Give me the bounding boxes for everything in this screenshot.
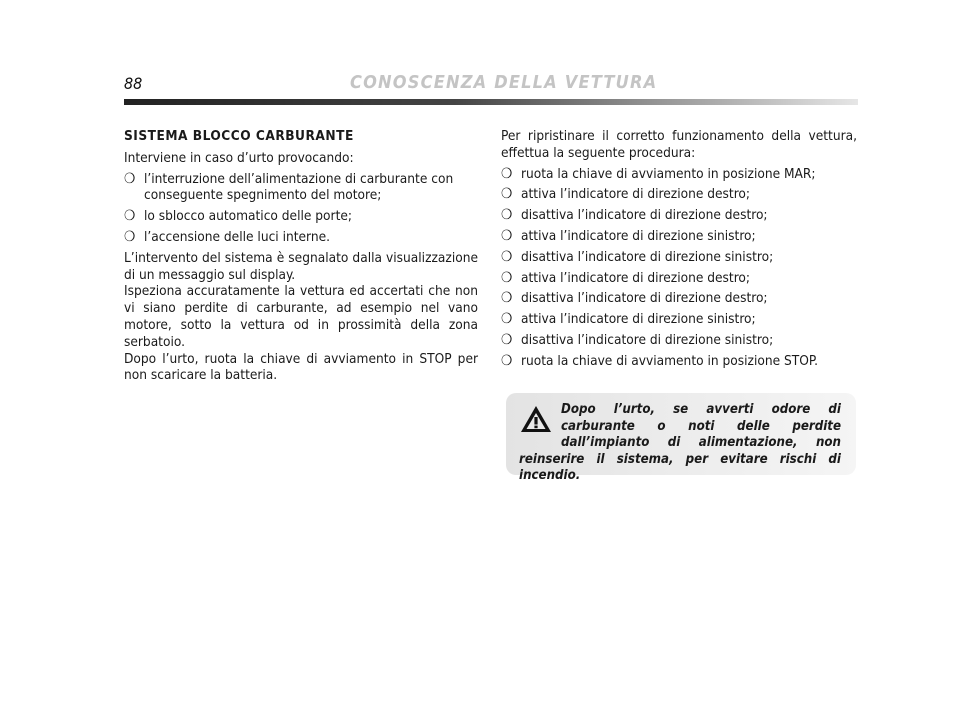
list-item — [501, 270, 857, 287]
bullet-icon: ❍ — [501, 227, 513, 244]
bullet-icon: ❍ — [501, 165, 513, 182]
intro-text: Interviene in caso d’urto provocando: — [124, 149, 354, 166]
step-text: disattiva l’indicatore di direzione sinistro; — [521, 248, 774, 265]
step-text: attiva l’indicatore di direzione destro; — [521, 269, 751, 286]
list-item — [501, 186, 857, 203]
list-item — [501, 228, 857, 245]
warning-text — [519, 402, 841, 485]
bullet-icon: ❍ — [124, 170, 136, 187]
step-text: disattiva l’indicatore di direzione destro; — [521, 207, 768, 224]
list-item-text: l’accensione delle luci interne. — [144, 228, 330, 245]
list-item — [501, 353, 857, 370]
list-item — [501, 166, 857, 183]
step-text: attiva l’indicatore di direzione destro; — [521, 186, 751, 203]
step-text: ruota la chiave di avviamento in posizione MAR; — [521, 165, 816, 182]
list-item — [124, 229, 478, 246]
step-text: ruota la chiave di avviamento in posizione STOP. — [521, 352, 818, 369]
warning-message: Dopo l’urto, se avverti odore di carburante o noti delle perdite dall’impianto di alimentazione, non reinserire il sistema, per evitare rischi di incendio. — [519, 402, 841, 483]
bullet-icon: ❍ — [501, 207, 513, 224]
list-item-text: l’interruzione dell’alimentazione di carburante con conseguente spegnimento del motore; — [144, 170, 454, 204]
bullet-icon: ❍ — [501, 186, 513, 203]
list-item-text: lo sblocco automatico delle porte; — [144, 208, 353, 225]
list-item — [124, 171, 478, 205]
bullet-icon: ❍ — [501, 331, 513, 348]
list-item — [501, 332, 857, 349]
step-text: attiva l’indicatore di direzione sinistro; — [521, 311, 756, 328]
step-text: disattiva l’indicatore di direzione sinistro; — [521, 331, 774, 348]
bullet-icon: ❍ — [124, 228, 136, 245]
right-column — [501, 128, 857, 374]
header-rule — [124, 99, 858, 105]
running-head: CONOSCENZA DELLA VETTURA — [350, 72, 658, 93]
warning-triangle-icon — [520, 405, 552, 433]
list-item — [501, 249, 857, 266]
bullet-icon: ❍ — [124, 208, 136, 225]
list-item — [501, 207, 857, 224]
paragraph: Ispeziona accuratamente la vettura ed accertati che non vi siano perdite di carburante, ad esempio nel vano motore, sotto la vettura od in prossimità della zona serbatoio. — [124, 283, 478, 350]
left-column — [124, 128, 478, 384]
list-item — [501, 311, 857, 328]
paragraph: L’intervento del sistema è segnalato dalla visualizzazione di un messaggio sul display. — [124, 249, 478, 283]
bullet-icon: ❍ — [501, 269, 513, 286]
step-text: attiva l’indicatore di direzione sinistro; — [521, 227, 756, 244]
bullet-icon: ❍ — [501, 352, 513, 369]
bullet-icon: ❍ — [501, 290, 513, 307]
section-title: SISTEMA BLOCCO CARBURANTE — [124, 128, 354, 144]
effects-list — [124, 171, 478, 246]
page-number: 88 — [124, 74, 143, 93]
bullet-icon: ❍ — [501, 311, 513, 328]
paragraph: Dopo l’urto, ruota la chiave di avviamento in STOP per non scaricare la batteria. — [124, 350, 478, 384]
list-item — [124, 208, 478, 225]
procedure-steps — [501, 166, 857, 370]
warning-box — [506, 393, 856, 483]
step-text: disattiva l’indicatore di direzione destro; — [521, 290, 768, 307]
list-item — [501, 290, 857, 307]
procedure-intro: Per ripristinare il corretto funzionamento della vettura, effettua la seguente procedura: — [501, 128, 857, 161]
bullet-icon: ❍ — [501, 248, 513, 265]
